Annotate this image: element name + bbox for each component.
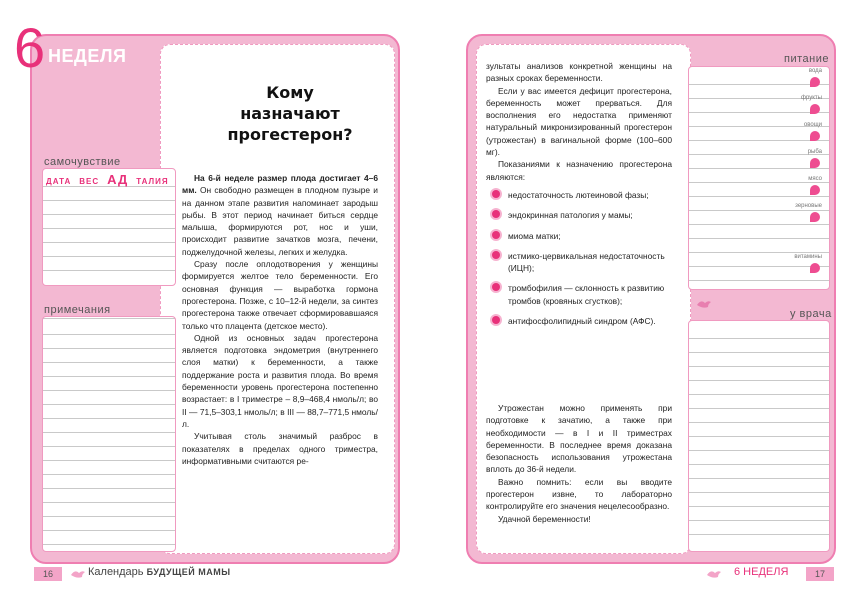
nutrition-label: питание	[784, 53, 829, 65]
food-vegetables: овощи	[782, 122, 822, 149]
page-number-right: 17	[806, 567, 834, 581]
food-fruits: фрукты	[782, 95, 822, 122]
wellbeing-label: самочувствие	[44, 156, 121, 168]
indications-list	[486, 189, 672, 327]
column-bp: АД	[107, 172, 129, 187]
food-fish: рыба	[782, 149, 822, 176]
wellbeing-columns	[46, 172, 172, 187]
paragraph: зультаты анализов конкретной женщины на разных сроках беременности.	[486, 61, 672, 84]
apple-icon	[810, 104, 820, 114]
title-line-2: прогестерон?	[227, 125, 353, 144]
paragraph: Если у вас имеется дефицит прогестерона, беременность может прерваться. Для восполнения его недостатка применяют натуральный микронизированный прогестерон (утрожестан) в вагинальной форме (100–600 мг).	[486, 85, 672, 158]
flower-icon	[492, 210, 500, 218]
food-grains: зерновые	[782, 203, 822, 230]
pills-icon	[810, 263, 820, 273]
list-item: миома матки;	[486, 230, 672, 242]
paragraph: Одной из основных задач прогестерона является подготовка эндометрия (внутреннего слоя матки) к беременности, а также поддержание роста и развития плода. Во время беременности уровень прогестерона постепенно возрастает: в I триместре – 8,9–468,4 нмоль/л; во II — 71,5–303,1 нмоль/л; в III — 88,7–771,5 нмоль/л.	[182, 332, 378, 429]
week-number: 6	[14, 16, 46, 79]
paragraph: Удачной беременности!	[498, 513, 591, 524]
food-water: вода	[782, 68, 822, 95]
column-weight: ВЕС	[79, 177, 100, 186]
food-vitamins: витамины	[782, 254, 822, 281]
flower-icon	[492, 251, 500, 259]
week-word: НЕДЕЛЯ	[48, 46, 127, 66]
paragraph: Показаниями к назначению прогестерона являются:	[486, 159, 672, 182]
page-title	[220, 82, 360, 145]
title-line-1: Кому назначают	[240, 83, 340, 123]
paragraph: Сразу после оплодотворения у женщины формируется желтое тело беременности. Его основная функция — выработка гормона прогестерона. Позже, с 10–12-й недели, за синтез прогестерона также отвечает сформировавшаяся только что плацента (детское место).	[182, 259, 378, 331]
flower-icon	[492, 190, 500, 198]
list-item: антифосфолипидный синдром (АФС).	[486, 315, 672, 327]
list-item: эндокринная патология у мамы;	[486, 209, 672, 221]
notes-label: примечания	[44, 304, 111, 316]
right-article	[486, 60, 672, 335]
grain-icon	[810, 212, 820, 222]
list-item: истмико-цервикальная недостаточность (ИЦН);	[486, 250, 672, 275]
paragraph: На 6-й неделе размер плода достигает 4–6 мм. Он свободно размещен в плодном пузыре и на данном этапе развития напоминает зародыш рыбы. В этот период начинает биться сердце малыша, формируются рот, нос и уши, происходит развитие зачатков мозга, печени, поджелудочной железы, легких и желудка.	[182, 173, 378, 257]
notes-box[interactable]	[42, 316, 176, 552]
water-drop-icon	[810, 77, 820, 87]
food-meat: мясо	[782, 176, 822, 203]
flower-icon	[492, 316, 500, 324]
list-item: тромбофилия — склонность к развитию тромбов (кровяных сгустков);	[486, 282, 672, 307]
paragraph: Важно помнить: если вы вводите прогестерон извне, то лабораторно контролируйте его значения нецелесообразно.	[486, 476, 672, 512]
list-item: недостаточность лютеиновой фазы;	[486, 189, 672, 201]
right-article-bottom	[486, 402, 672, 525]
vegetable-icon	[810, 131, 820, 141]
flower-icon	[492, 231, 500, 239]
flower-icon	[492, 283, 500, 291]
meat-icon	[810, 185, 820, 195]
page-number-left: 16	[34, 567, 62, 581]
paragraph: Утрожестан можно применять при подготовке к зачатию, а также при необходимости — в I и II триместрах беременности. В последнее время доказана безопасность использования утрожестана вплоть до 36-й недели.	[486, 403, 672, 475]
doctor-label: у врача	[790, 308, 832, 320]
food-list	[782, 68, 822, 281]
footer-week: 6 НЕДЕЛЯ	[734, 566, 789, 578]
column-date: ДАТА	[46, 177, 72, 186]
paragraph: Учитывая столь значимый разброс в показателях в пределах одного триместра, информативными считаются ре-	[182, 431, 378, 466]
bird-icon	[706, 568, 722, 580]
bird-icon	[70, 568, 86, 580]
left-article	[182, 172, 378, 467]
bird-icon	[696, 298, 712, 310]
doctor-box[interactable]	[688, 320, 830, 552]
book-title: Календарь БУДУЩЕЙ МАМЫ	[88, 566, 231, 578]
fish-icon	[810, 158, 820, 168]
column-waist: ТАЛИЯ	[136, 177, 169, 186]
